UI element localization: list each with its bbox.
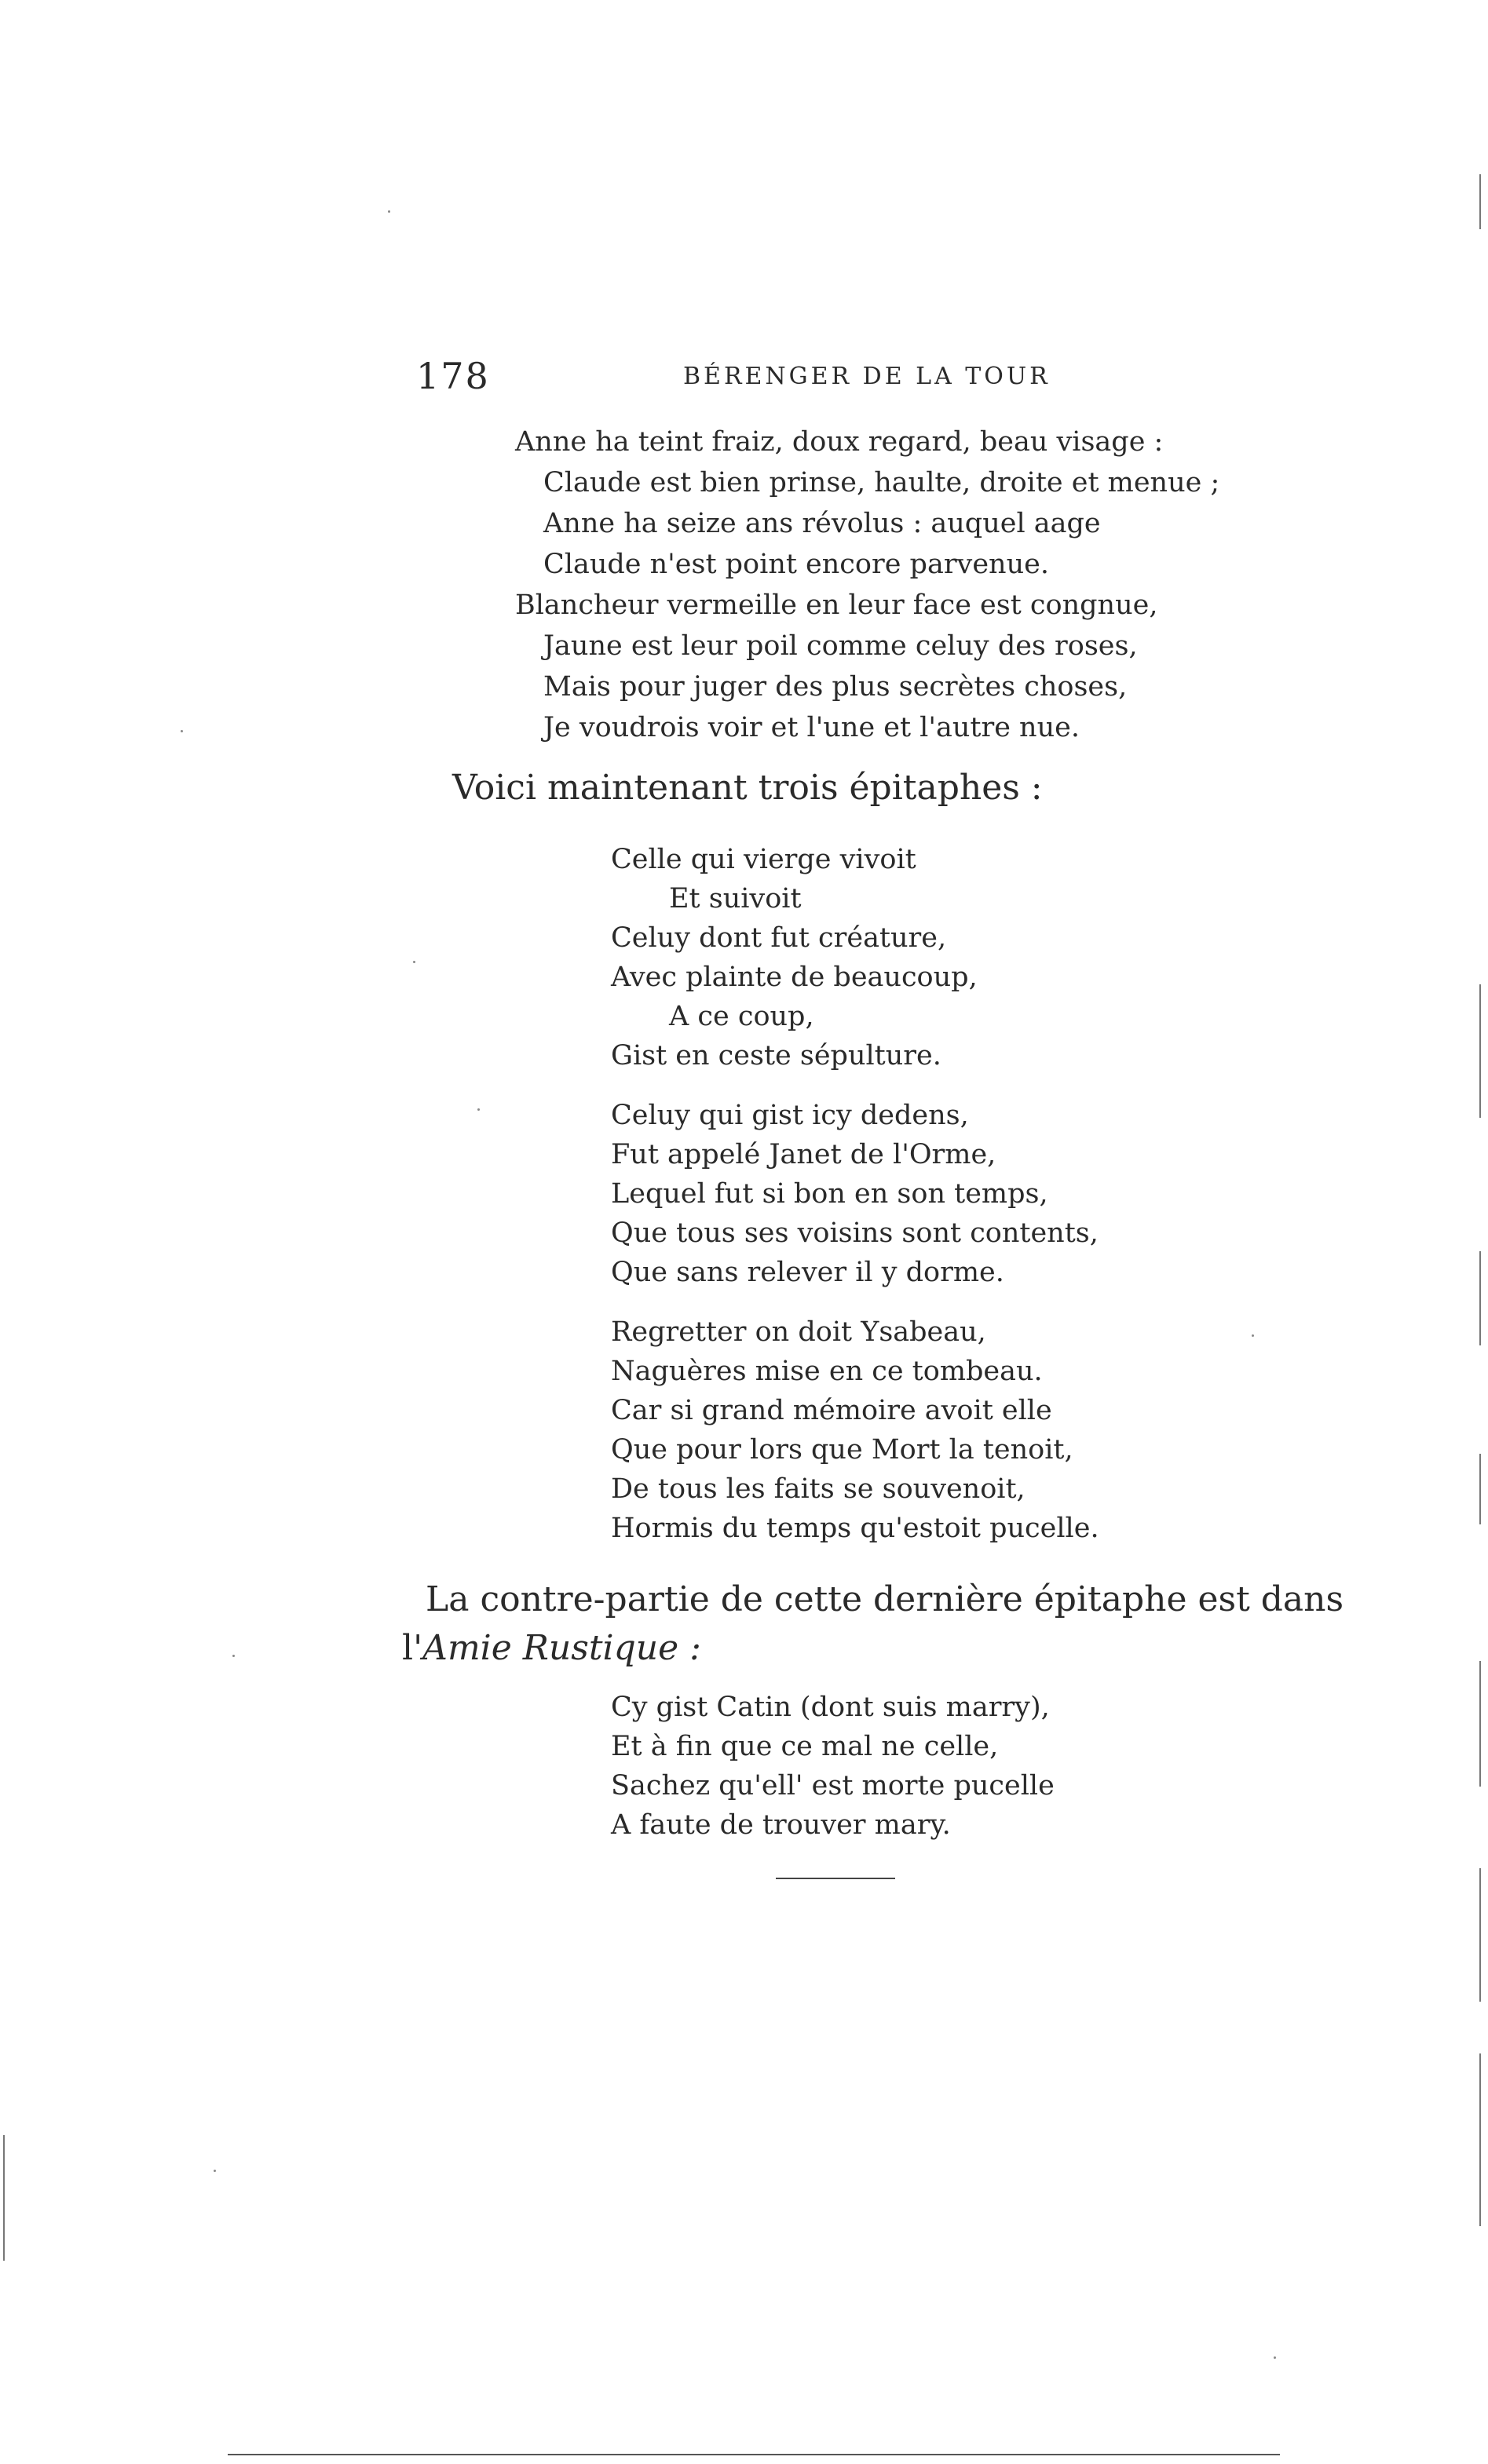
scan-edge-mark — [1479, 1661, 1481, 1787]
verse-line: Anne ha seize ans révolus : auquel aage — [543, 508, 1101, 539]
verse-line: Fut appelé Janet de l'Orme, — [611, 1139, 996, 1170]
verse-line: Que pour lors que Mort la tenoit, — [611, 1434, 1073, 1466]
verse-line: Car si grand mémoire avoit elle — [611, 1395, 1052, 1426]
contrepartie-line-1: La contre-partie de cette dernière épitaphe est dans — [426, 1579, 1344, 1619]
scan-speck — [413, 961, 415, 963]
verse-line: A ce coup, — [669, 1001, 814, 1032]
verse-line: A faute de trouver mary. — [611, 1809, 951, 1841]
scan-edge-mark — [1479, 1454, 1481, 1524]
scan-speck — [232, 1655, 235, 1657]
running-title: BÉRENGER DE LA TOUR — [683, 363, 1051, 390]
scan-edge-mark — [3, 2135, 5, 2261]
verse-line: Claude est bien prinse, haulte, droite et menue ; — [543, 467, 1220, 498]
verse-line: Avec plainte de beaucoup, — [611, 962, 978, 993]
scan-bottom-edge — [228, 2454, 1280, 2455]
verse-line: Naguères mise en ce tombeau. — [611, 1356, 1043, 1387]
scan-speck — [214, 2170, 216, 2172]
verse-line: Mais pour juger des plus secrètes choses, — [543, 671, 1128, 703]
scan-speck — [1252, 1334, 1254, 1337]
scan-edge-mark — [1479, 1251, 1481, 1345]
verse-line: Blancheur vermeille en leur face est congnue, — [515, 590, 1158, 621]
verse-line: Cy gist Catin (dont suis marry), — [611, 1692, 1050, 1723]
verse-line: Sachez qu'ell' est morte pucelle — [611, 1770, 1055, 1801]
page-number: 178 — [416, 355, 490, 397]
verse-line: Lequel fut si bon en son temps, — [611, 1178, 1048, 1210]
scan-speck — [1274, 2356, 1276, 2359]
scan-speck — [477, 1108, 480, 1111]
verse-line: Gist en ceste sépulture. — [611, 1040, 941, 1071]
verse-line: Hormis du temps qu'estoit pucelle. — [611, 1513, 1099, 1544]
verse-line: Que sans relever il y dorme. — [611, 1257, 1004, 1288]
contrepartie-prefix: l' — [402, 1628, 423, 1668]
verse-line: Et à fin que ce mal ne celle, — [611, 1731, 999, 1762]
verse-line: De tous les faits se souvenoit, — [611, 1473, 1026, 1505]
verse-line: Anne ha teint fraiz, doux regard, beau visage : — [515, 426, 1164, 458]
verse-line: Celuy qui gist icy dedens, — [611, 1100, 969, 1131]
verse-line: Que tous ses voisins sont contents, — [611, 1217, 1099, 1249]
scan-speck — [181, 730, 183, 732]
scan-edge-mark — [1479, 2053, 1481, 2226]
scan-edge-mark — [1479, 1868, 1481, 2002]
verse-line: Celle qui vierge vivoit — [611, 844, 916, 875]
section-end-rule — [776, 1878, 895, 1879]
contrepartie-line-2 — [402, 1628, 701, 1668]
verse-line: Et suivoit — [669, 883, 802, 914]
verse-line: Claude n'est point encore parvenue. — [543, 549, 1049, 580]
verse-line: Celuy dont fut créature, — [611, 922, 947, 954]
running-head — [416, 355, 1068, 402]
book-title-amie-rustique: Amie Rustique : — [422, 1628, 701, 1668]
verse-line: Regretter on doit Ysabeau, — [611, 1316, 986, 1348]
scan-edge-mark — [1479, 984, 1481, 1118]
verse-line: Jaune est leur poil comme celuy des roses, — [543, 630, 1138, 662]
scan-speck — [388, 210, 390, 213]
scan-edge-mark — [1479, 174, 1481, 229]
verse-line: Je voudrois voir et l'une et l'autre nue. — [543, 712, 1080, 743]
intro-epitaphs: Voici maintenant trois épitaphes : — [452, 768, 1043, 808]
